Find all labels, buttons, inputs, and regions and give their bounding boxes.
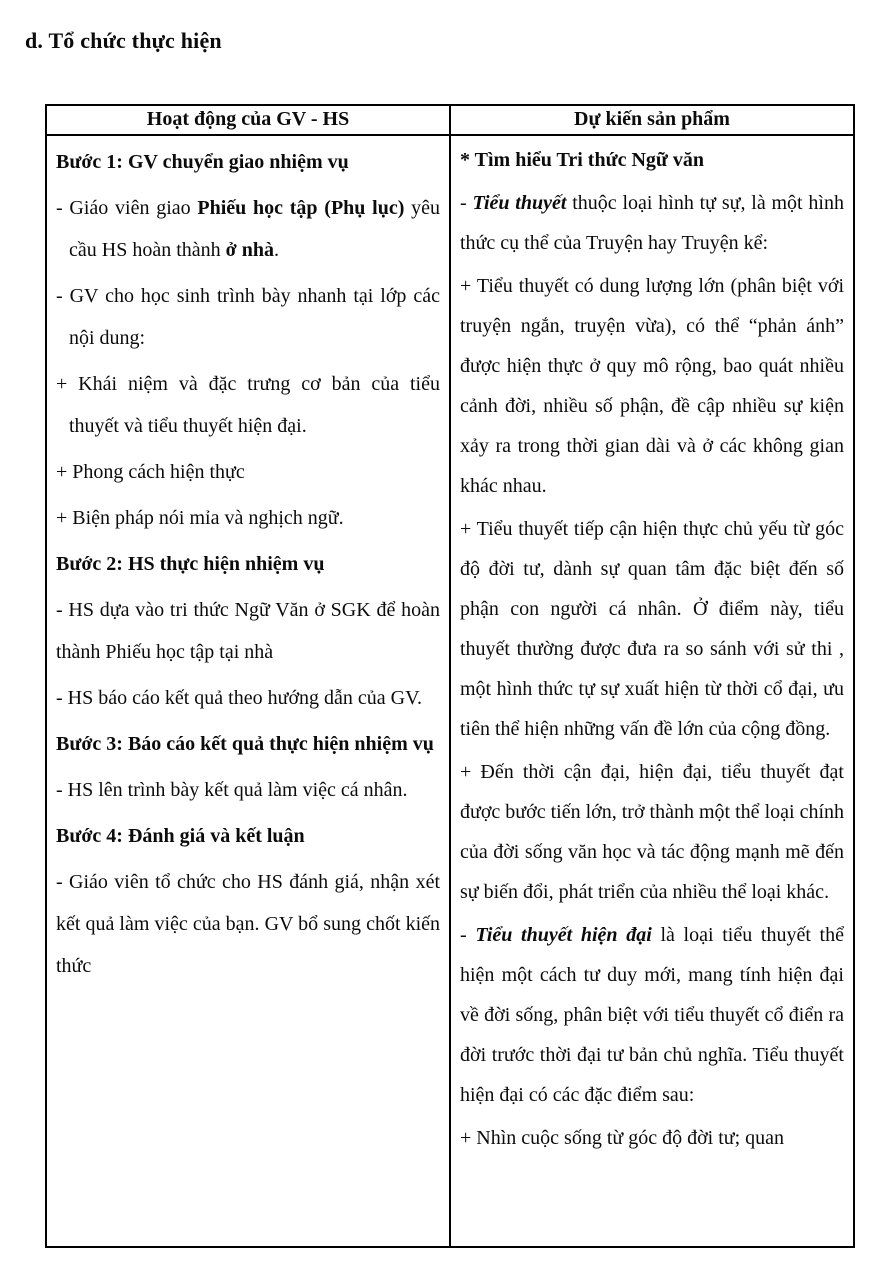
text-run: - Giáo viên giao — [56, 197, 198, 219]
table-body-row — [46, 135, 854, 1247]
paragraph — [56, 141, 440, 183]
paragraph — [56, 543, 440, 585]
text-run: Bước 4: Đánh giá và kết luận — [56, 825, 305, 847]
text-run: * Tìm hiểu Tri thức Ngữ văn — [460, 149, 705, 171]
text-run: Bước 1: GV chuyển giao nhiệm vụ — [56, 151, 349, 173]
text-run: + Tiểu thuyết tiếp cận hiện thực chủ yếu từ góc độ đời tư, dành sự quan tâm đặc biệt đến số phận con người cá nhân. Ở điểm này, tiểu thuyết thường được đưa ra so sánh với sử thi , một hình thức tự sự xuất hiện từ thời cổ đại, ưu tiên thể hiện những vấn đề lớn của cộng đồng. — [460, 518, 844, 740]
paragraph — [56, 363, 440, 447]
text-run: . — [273, 239, 279, 261]
paragraph — [460, 915, 844, 1115]
paragraph — [460, 752, 844, 912]
paragraph — [56, 861, 440, 987]
paragraph — [460, 140, 844, 180]
text-run: ở nhà — [225, 239, 274, 261]
text-run: + Nhìn cuộc sống từ góc độ đời tư; quan — [460, 1127, 785, 1149]
column-header-gv-hs: Hoạt động của GV - HS — [46, 105, 450, 135]
paragraph — [56, 723, 440, 765]
text-run: - HS lên trình bày kết quả làm việc cá nhân. — [56, 779, 408, 801]
text-run: - Giáo viên tổ chức cho HS đánh giá, nhận xét kết quả làm việc của bạn. GV bổ sung chốt kiến thức — [56, 871, 440, 977]
text-run: là loại tiểu thuyết thể hiện một cách tư duy mới, mang tính hiện đại về đời sống, phân biệt với tiểu thuyết cổ điển ra đời trước thời đại tư bản chủ nghĩa. Tiểu thuyết hiện đại có các đặc điểm sau: — [460, 924, 844, 1106]
text-run: + Tiểu thuyết có dung lượng lớn (phân biệt với truyện ngắn, truyện vừa), có thể “phản ánh” được hiện thực ở quy mô rộng, bao quát nhiều cảnh đời, nhiều số phận, đề cập nhiều sự kiện xảy ra trong thời gian dài và ở các không gian khác nhau. — [460, 275, 844, 497]
text-run: + Biện pháp nói mỉa và nghịch ngữ. — [56, 507, 344, 529]
paragraph — [56, 815, 440, 857]
text-run: yêu cầu HS hoàn thành — [69, 197, 440, 261]
paragraph — [56, 677, 440, 719]
text-run: Phiếu học tập (Phụ lục) — [197, 197, 405, 219]
text-run: - — [460, 924, 476, 946]
text-run: + Khái niệm và đặc trưng cơ bản của tiểu thuyết và tiểu thuyết hiện đại. — [56, 373, 440, 437]
gv-hs-activities-cell — [46, 135, 450, 1247]
text-run: + Đến thời cận đại, hiện đại, tiểu thuyết đạt được bước tiến lớn, trở thành một thể loại chính của đời sống văn học và tác động mạnh mẽ đến sự biến đổi, phát triển của nhiều thể loại khác. — [460, 761, 844, 903]
paragraph — [56, 589, 440, 673]
paragraph — [56, 769, 440, 811]
text-run: Bước 3: Báo cáo kết quả thực hiện nhiệm vụ — [56, 733, 434, 755]
paragraph — [56, 275, 440, 359]
paragraph — [460, 183, 844, 263]
paragraph — [56, 451, 440, 493]
column-header-du-kien-san-pham: Dự kiến sản phẩm — [450, 105, 854, 135]
section-title: d. Tổ chức thực hiện — [25, 28, 222, 53]
text-run: + Phong cách hiện thực — [56, 461, 245, 483]
paragraph — [460, 509, 844, 749]
table-header-row — [46, 105, 854, 135]
expected-products-cell — [450, 135, 854, 1247]
activity-table — [45, 104, 855, 1248]
text-run: Tiểu thuyết hiện đại — [475, 924, 652, 946]
text-run: - HS báo cáo kết quả theo hướng dẫn của GV. — [56, 687, 422, 709]
text-run: Tiểu thuyết — [472, 192, 567, 214]
paragraph — [460, 1118, 844, 1158]
paragraph — [460, 266, 844, 506]
text-run: - HS dựa vào tri thức Ngữ Văn ở SGK để hoàn thành Phiếu học tập tại nhà — [56, 599, 440, 663]
paragraph — [56, 187, 440, 271]
text-run: - — [460, 192, 473, 214]
text-run: Bước 2: HS thực hiện nhiệm vụ — [56, 553, 325, 575]
paragraph — [56, 497, 440, 539]
text-run: thuộc loại hình tự sự, là một hình thức cụ thể của Truyện hay Truyện kể: — [460, 192, 844, 254]
text-run: - GV cho học sinh trình bày nhanh tại lớp các nội dung: — [56, 285, 440, 349]
